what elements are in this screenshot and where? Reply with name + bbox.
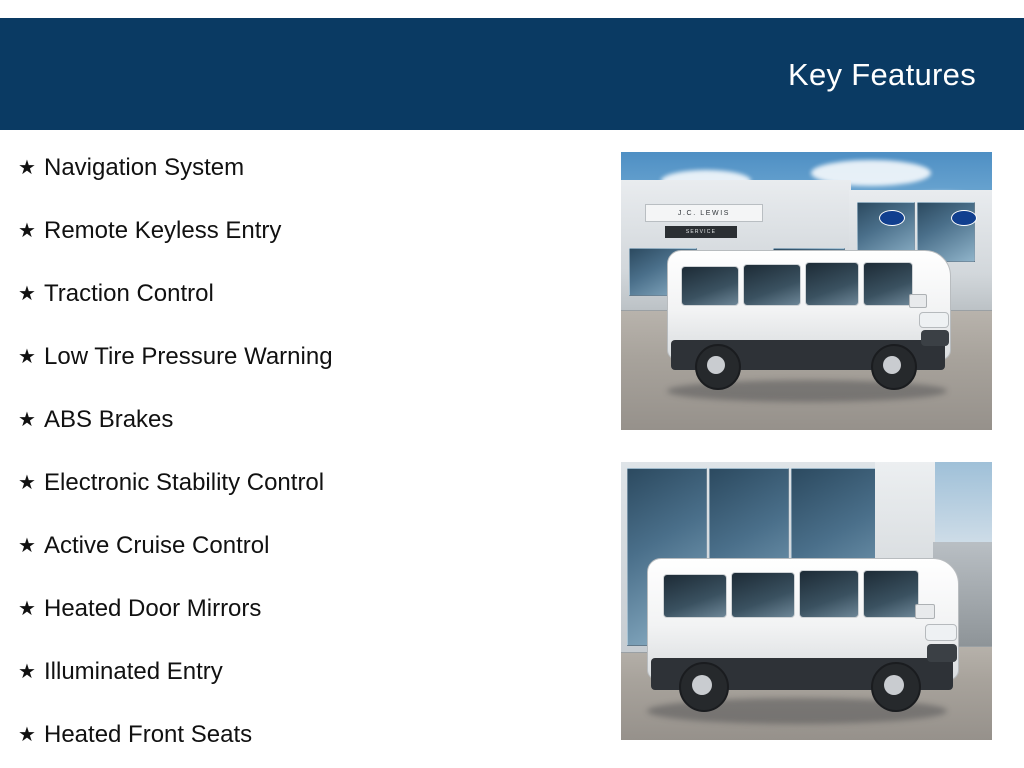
feature-label: Illuminated Entry	[44, 657, 223, 685]
vehicle-photo-front-three-quarter	[621, 152, 992, 430]
van-window	[805, 262, 859, 306]
list-item	[10, 325, 600, 388]
van-window	[681, 266, 739, 306]
star-icon: ★	[18, 534, 36, 557]
feature-label: Remote Keyless Entry	[44, 216, 282, 244]
wheel-hub	[884, 675, 904, 695]
feature-label: Electronic Stability Control	[44, 468, 325, 496]
side-mirror	[909, 294, 927, 308]
star-icon: ★	[18, 471, 36, 494]
headlight	[919, 312, 949, 328]
side-mirror	[915, 604, 935, 619]
list-item	[10, 514, 600, 577]
list-item	[10, 451, 600, 514]
star-icon: ★	[18, 723, 36, 746]
feature-label: Active Cruise Control	[44, 531, 270, 559]
star-icon: ★	[18, 156, 36, 179]
van-windshield	[863, 570, 919, 618]
list-item	[10, 136, 600, 199]
star-icon: ★	[18, 282, 36, 305]
feature-label: Heated Front Seats	[44, 720, 253, 748]
ford-oval-icon	[951, 210, 977, 226]
star-icon: ★	[18, 660, 36, 683]
grille	[927, 644, 957, 662]
feature-label: Traction Control	[44, 279, 214, 307]
list-item	[10, 199, 600, 262]
feature-label: ABS Brakes	[44, 405, 174, 433]
ford-oval-icon	[879, 210, 905, 226]
van-windshield	[863, 262, 913, 306]
wheel-hub	[692, 675, 712, 695]
list-item	[10, 703, 600, 766]
list-item	[10, 577, 600, 640]
wheel-hub	[883, 356, 901, 374]
star-icon: ★	[18, 408, 36, 431]
van-window	[743, 264, 801, 306]
grille	[921, 330, 949, 346]
star-icon: ★	[18, 345, 36, 368]
headlight	[925, 624, 957, 641]
vehicle-photo-side-front	[621, 462, 992, 740]
list-item	[10, 262, 600, 325]
key-features-list	[0, 136, 600, 766]
van-window	[663, 574, 727, 618]
van-window	[799, 570, 859, 618]
feature-label: Navigation System	[44, 153, 245, 181]
star-icon: ★	[18, 597, 36, 620]
van-window	[731, 572, 795, 618]
wheel-hub	[707, 356, 725, 374]
feature-label: Low Tire Pressure Warning	[44, 342, 333, 370]
feature-label: Heated Door Mirrors	[44, 594, 262, 622]
list-item	[10, 640, 600, 703]
dealer-sign: J.C. LEWIS	[645, 204, 763, 222]
vehicle-illustration	[657, 236, 967, 396]
slide-header	[0, 18, 1024, 130]
vehicle-illustration	[635, 540, 981, 716]
service-sign: SERVICE	[665, 226, 737, 238]
list-item	[10, 388, 600, 451]
page-title: Key Features	[788, 56, 976, 92]
star-icon: ★	[18, 219, 36, 242]
